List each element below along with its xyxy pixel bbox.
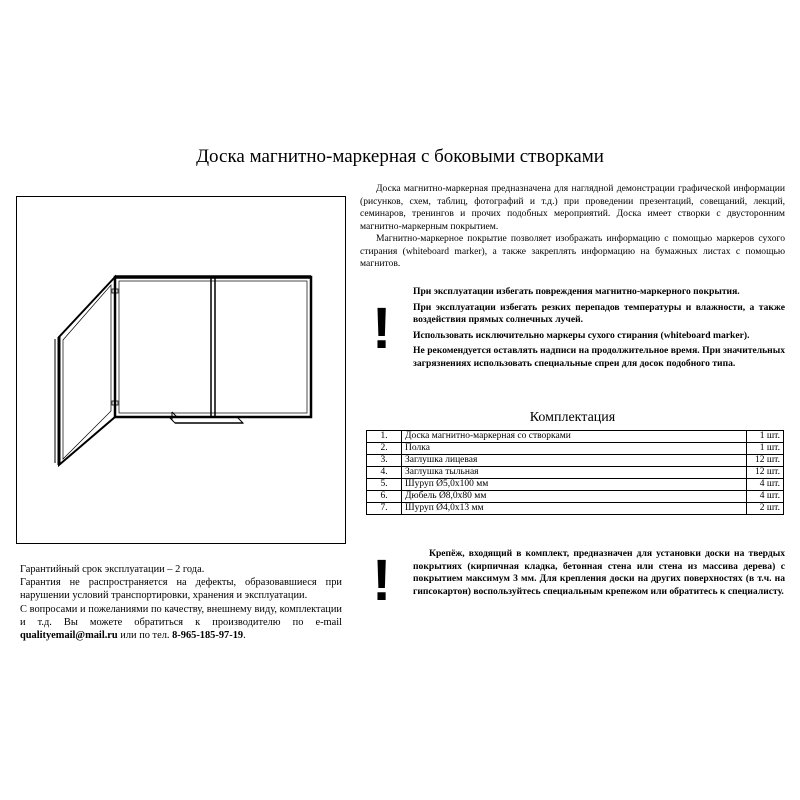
table-row [367,491,784,503]
table-row [367,431,784,443]
row-item: Шуруп Ø4,0x13 мм [402,503,747,515]
warning-item: Не рекомендуется оставлять надписи на продолжительное время. При значительных загрязнениях использовать специальные спреи для досок подобного типа. [413,345,785,369]
row-item: Заглушка лицевая [402,455,747,467]
usage-warnings [413,286,785,373]
row-qty: 12 шт. [747,455,784,467]
row-qty: 1 шт. [747,443,784,455]
table-row [367,467,784,479]
row-item: Дюбель Ø8,0x80 мм [402,491,747,503]
row-item: Полка [402,443,747,455]
left-door [59,277,115,465]
mounting-text: Крепёж, входящий в комплект, предназначен для установки доски на твердых покрытиях (кирпичная кладка, бетонная стена или стена из массива дерева) с покрытием максимум 3 мм. Для крепления доски на других поверхностях (в т.ч. на гипсокартон) воспользуйтесь специальным крепежом или обратитесь к специалисту. [413,548,785,597]
table-row [367,443,784,455]
exclamation-icon: ! [372,548,392,613]
row-qty: 4 шт. [747,491,784,503]
row-qty: 4 шт. [747,479,784,491]
contact-phone: 8-965-185-97-19 [172,630,244,642]
exclamation-icon: ! [372,296,392,361]
whiteboard-illustration [16,196,346,544]
contact-text: или по тел. [117,630,173,642]
contact-email: qualityemail@mail.ru [20,630,118,642]
warning-item: При эксплуатации избегать повреждения магнитно-маркерного покрытия. [413,286,740,297]
row-number: 3. [367,455,402,467]
warranty-info [20,563,342,642]
warning-item: При эксплуатации избегать резких перепадов температуры и влажности, а также воздействия прямых солнечных лучей. [413,301,785,325]
row-qty: 12 шт. [747,467,784,479]
intro-paragraph: Доска магнитно-маркерная предназначена для наглядной демонстрации графической информации (рисунков, схем, таблиц, фотографий и т.д.) при проведении презентаций, совещаний, лекций, семинаров, тренингов и прочих подобных мероприятий. Доска имеет створки с двусторонним магнитно-маркерным покрытием. [360,183,785,232]
contact-info [20,603,342,643]
row-number: 7. [367,503,402,515]
mounting-note [413,548,785,598]
board-inner-edge [119,281,307,413]
contact-text: . [243,630,246,642]
whiteboard-drawing [17,197,347,545]
table-row [367,455,784,467]
warranty-period: Гарантийный срок эксплуатации – 2 года. [20,564,205,575]
table-row [367,479,784,491]
board-frame [115,277,311,417]
row-item: Доска магнитно-маркерная со створками [402,431,747,443]
row-number: 1. [367,431,402,443]
kit-table [366,430,784,515]
intro-text [360,183,785,271]
row-number: 2. [367,443,402,455]
row-number: 5. [367,479,402,491]
warranty-exclusions: Гарантия не распространяется на дефекты, образовавшиеся при нарушении условий транспортировки, хранения и эксплуатации. [20,577,342,602]
row-number: 4. [367,467,402,479]
row-qty: 1 шт. [747,431,784,443]
row-item: Заглушка тыльная [402,467,747,479]
kit-title: Комплектация [529,410,616,425]
row-item: Шуруп Ø5,0x100 мм [402,479,747,491]
contact-text: С вопросами и пожеланиями по качеству, внешнему виду, комплектации и т.д. Вы можете обратиться к производителю по e-mail [20,603,342,628]
warning-item: Использовать исключительно маркеры сухого стирания (whiteboard marker). [413,329,750,341]
page-title: Доска магнитно-маркерная с боковыми створками [196,146,604,167]
row-qty: 2 шт. [747,503,784,515]
table-row [367,503,784,515]
intro-paragraph: Магнитно-маркерное покрытие позволяет изображать информацию с помощью маркеров сухого стирания (whiteboard marker), а также закреплять информацию на бумажных листах с помощью магнитов. [360,233,785,269]
row-number: 6. [367,491,402,503]
